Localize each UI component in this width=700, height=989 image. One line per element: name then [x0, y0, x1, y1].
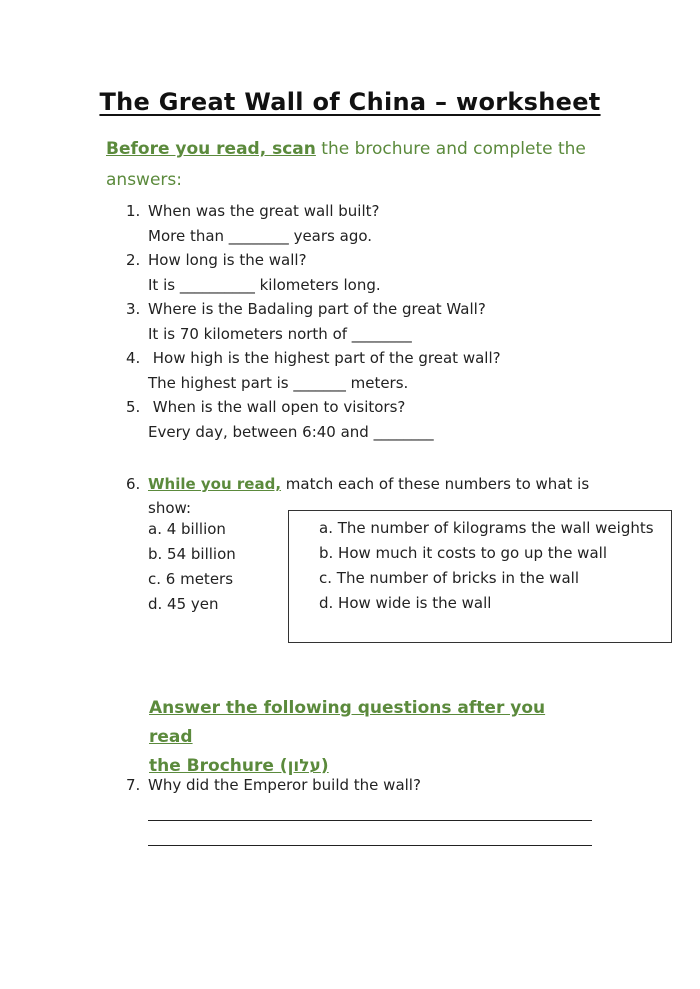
question-text-continuation: show: — [148, 499, 192, 517]
answer-prompt: Every day, between 6:40 and ________ — [148, 423, 434, 441]
answer-prompt: It is __________ kilometers long. — [148, 276, 381, 294]
list-item: c. 6 meters — [148, 570, 234, 588]
worksheet-title: The Great Wall of China – worksheet — [99, 88, 601, 116]
list-item: d. How wide is the wall — [319, 594, 492, 612]
list-item: a. The number of kilograms the wall weights — [319, 519, 654, 537]
question-7: 7. Why did the Emperor build the wall? — [126, 776, 421, 794]
answer-prompt: It is 70 kilometers north of ________ — [148, 325, 412, 343]
question-text: How high is the highest part of the great wall? — [148, 349, 501, 367]
intro-emphasis: Before you read, scan — [106, 139, 316, 159]
question-4: 4. How high is the highest part of the great wall? The highest part is _______ meters. — [126, 349, 501, 392]
question-2: 2. How long is the wall? It is __________ kilometers long. — [126, 251, 381, 294]
question-text: Why did the Emperor build the wall? — [148, 776, 421, 794]
list-item: c. The number of bricks in the wall — [319, 569, 579, 587]
list-item: a. 4 billion — [148, 520, 226, 538]
intro-rest: the brochure and complete the answers: — [106, 139, 586, 190]
answer-line[interactable] — [148, 820, 592, 821]
question-6: 6. While you read, match each of these numbers to what is show: — [126, 472, 606, 520]
question-text: match each of these numbers to what is — [281, 475, 590, 493]
answer-prompt: The highest part is _______ meters. — [148, 374, 409, 392]
question-text: When is the wall open to visitors? — [148, 398, 406, 416]
question-text: How long is the wall? — [148, 251, 307, 269]
question-5: 5. When is the wall open to visitors? Every day, between 6:40 and ________ — [126, 398, 434, 441]
question-3: 3. Where is the Badaling part of the great Wall? It is 70 kilometers north of ________ — [126, 300, 486, 343]
descriptions-box — [288, 510, 672, 643]
answer-line[interactable] — [148, 845, 592, 846]
answer-prompt: More than ________ years ago. — [148, 227, 373, 245]
while-you-read-emphasis: While you read, — [148, 475, 282, 493]
question-1: 1. When was the great wall built? More than ________ years ago. — [126, 202, 380, 245]
intro-instruction — [106, 134, 626, 196]
list-item: b. 54 billion — [148, 545, 236, 563]
list-item: b. How much it costs to go up the wall — [319, 544, 607, 562]
numbers-list — [148, 520, 236, 620]
question-text: Where is the Badaling part of the great Wall? — [148, 300, 486, 318]
list-item: d. 45 yen — [148, 595, 219, 613]
question-text: When was the great wall built? — [148, 202, 380, 220]
after-reading-heading: Answer the following questions after you read the Brochure (עלון) — [149, 698, 546, 776]
